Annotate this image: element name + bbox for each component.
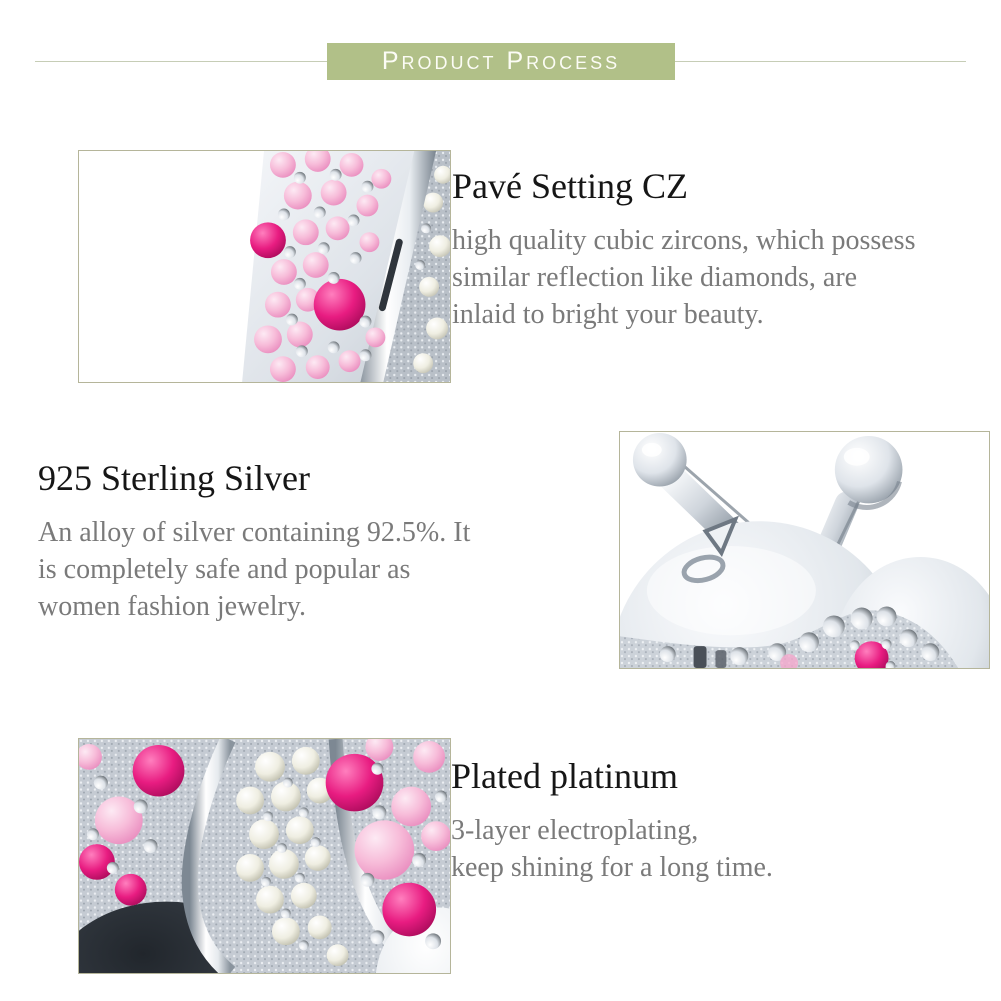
description-line: high quality cubic zircons, which possess — [452, 225, 916, 256]
plated-platinum-description — [451, 812, 773, 886]
silver-snail-charm-photo — [619, 431, 990, 669]
page-title: Product Process — [381, 47, 621, 75]
plated-platinum-text-block — [451, 755, 773, 886]
pave-setting-description — [452, 222, 915, 333]
sterling-silver-title: 925 Sterling Silver — [38, 458, 310, 498]
pave-charm-illustration — [79, 739, 450, 973]
description-line: 3-layer electroplating, — [451, 815, 699, 846]
description-line: similar reflection like diamonds, are — [452, 262, 858, 293]
description-line: keep shining for a long time. — [451, 852, 773, 883]
snail-charm-illustration — [620, 432, 989, 668]
description-line: An alloy of silver containing 92.5%. It — [38, 517, 471, 548]
description-line: women fashion jewelry. — [38, 591, 306, 622]
pave-setting-text-block — [452, 165, 915, 333]
sterling-silver-text-block — [38, 457, 470, 625]
pave-setting-photo — [78, 150, 451, 383]
plated-platinum-title: Plated platinum — [451, 756, 678, 796]
sterling-silver-description — [38, 514, 470, 625]
description-line: is completely safe and popular as — [38, 554, 411, 585]
description-line: inlaid to bright your beauty. — [452, 299, 764, 330]
pave-setting-illustration — [79, 151, 450, 382]
plated-platinum-photo — [78, 738, 451, 974]
pave-setting-title: Pavé Setting CZ — [452, 166, 688, 206]
header-banner — [327, 43, 675, 80]
